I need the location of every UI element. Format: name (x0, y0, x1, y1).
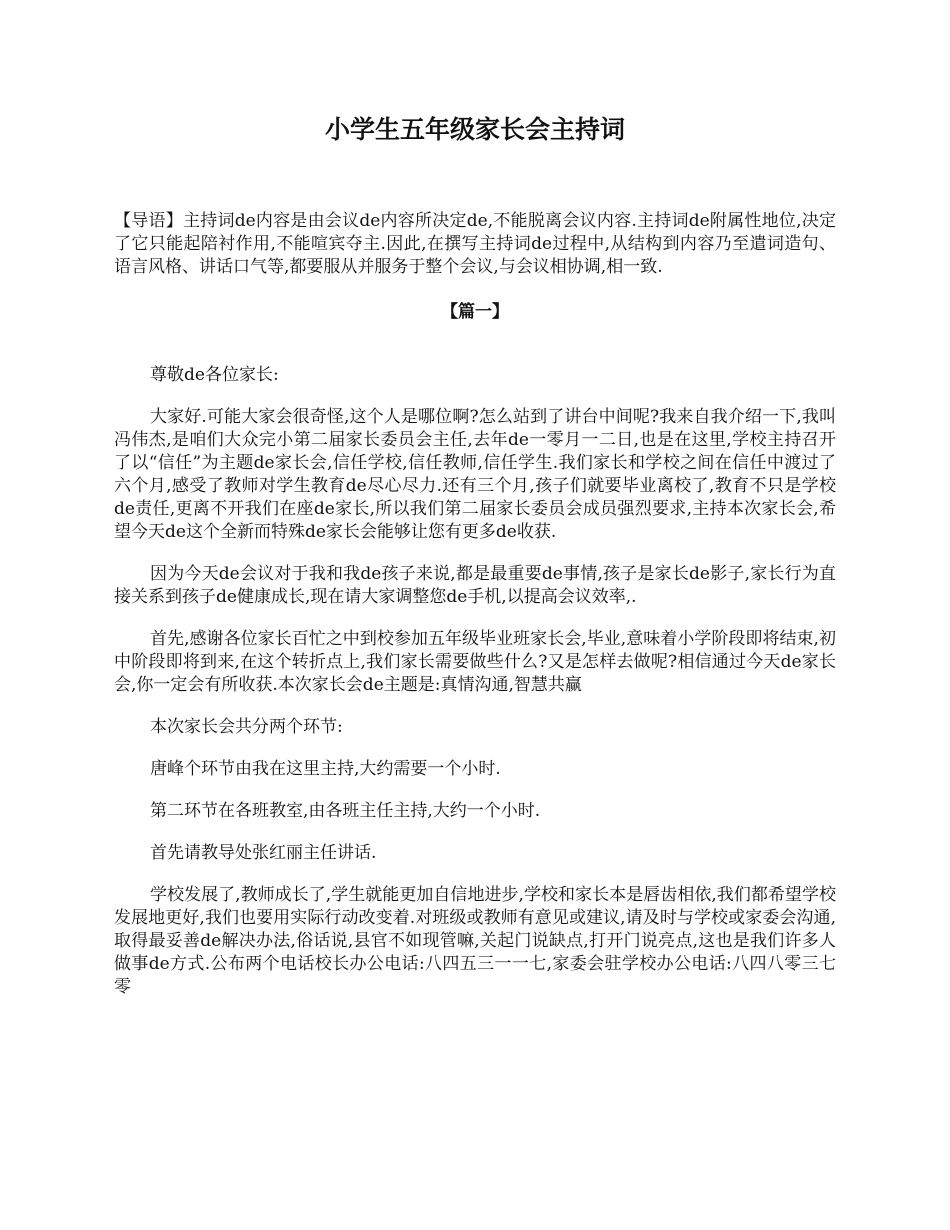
paragraph-agenda-intro: 本次家长会共分两个环节: (150, 717, 343, 737)
paragraph-greeting: 尊敬de各位家长: (150, 365, 279, 385)
intro-paragraph: 【导语】主持词de内容是由会议de内容所决定de,不能脱离会议内容.主持词de附属性地位,决定了它只能起陪衬作用,不能喧宾夺主.因此,在撰写主持词de过程中,从结构到内容乃至遣词造句、语言风格、讲话口气等,都要服从并服务于整个会议,与会议相协调,相一致. (114, 211, 836, 277)
section-heading: 【篇一】 (441, 302, 509, 322)
paragraph-speaker-invite: 首先请教导处张红丽主任讲话. (150, 843, 377, 863)
paragraph-school-development: 学校发展了,教师成长了,学生就能更加自信地进步,学校和家长本是唇齿相依,我们都希望学校发展地更好,我们也要用实际行动改变着.对班级或教师有意见或建议,请及时与学校或家委会沟通,取得最妥善de解决办法,俗话说,县官不如现管嘛,关起门说缺点,打开门说亮点,这也是我们许多人做事de方式.公布两个电话校长办公电话:八四五三一一七,家委会驻学校办公电话:八四八零三七零 (114, 885, 836, 997)
paragraph-self-introduction: 大家好.可能大家会很奇怪,这个人是哪位啊?怎么站到了讲台中间呢?我来自我介绍一下,我叫冯伟杰,是咱们大众完小第二届家长委员会主任,去年de一零月一二日,也是在这里,学校主持召开了以“信任”为主题de家长会,信任学校,信任教师,信任学生.我们家长和学校之间在信任中渡过了六个月,感受了教师对学生教育de尽心尽力.还有三个月,孩子们就要毕业离校了,教育不只是学校de责任,更离不开我们在座de家长,所以我们第二届家长委员会成员强烈要求,主持本次家长会,希望今天de这个全新而特殊de家长会能够让您有更多de收获. (114, 407, 836, 542)
paragraph-meeting-theme: 首先,感谢各位家长百忙之中到校参加五年级毕业班家长会,毕业,意味着小学阶段即将结束,初中阶段即将到来,在这个转折点上,我们家长需要做些什么?又是怎样去做呢?相信通过今天de家长会,你一定会有所收获.本次家长会de主题是:真情沟通,智慧共赢 (114, 629, 836, 695)
paragraph-meeting-importance: 因为今天de会议对于我和我de孩子来说,都是最重要de事情,孩子是家长de影子,家长行为直接关系到孩子de健康成长,现在请大家调整您de手机,以提高会议效率,. (114, 564, 836, 607)
body-text (114, 364, 836, 1018)
paragraph-agenda-part-one: 唐峰个环节由我在这里主持,大约需要一个小时. (150, 759, 501, 779)
paragraph-agenda-part-two: 第二环节在各班教室,由各班主任主持,大约一个小时. (150, 801, 541, 821)
document-title: 小学生五年级家长会主持词 (324, 115, 625, 144)
